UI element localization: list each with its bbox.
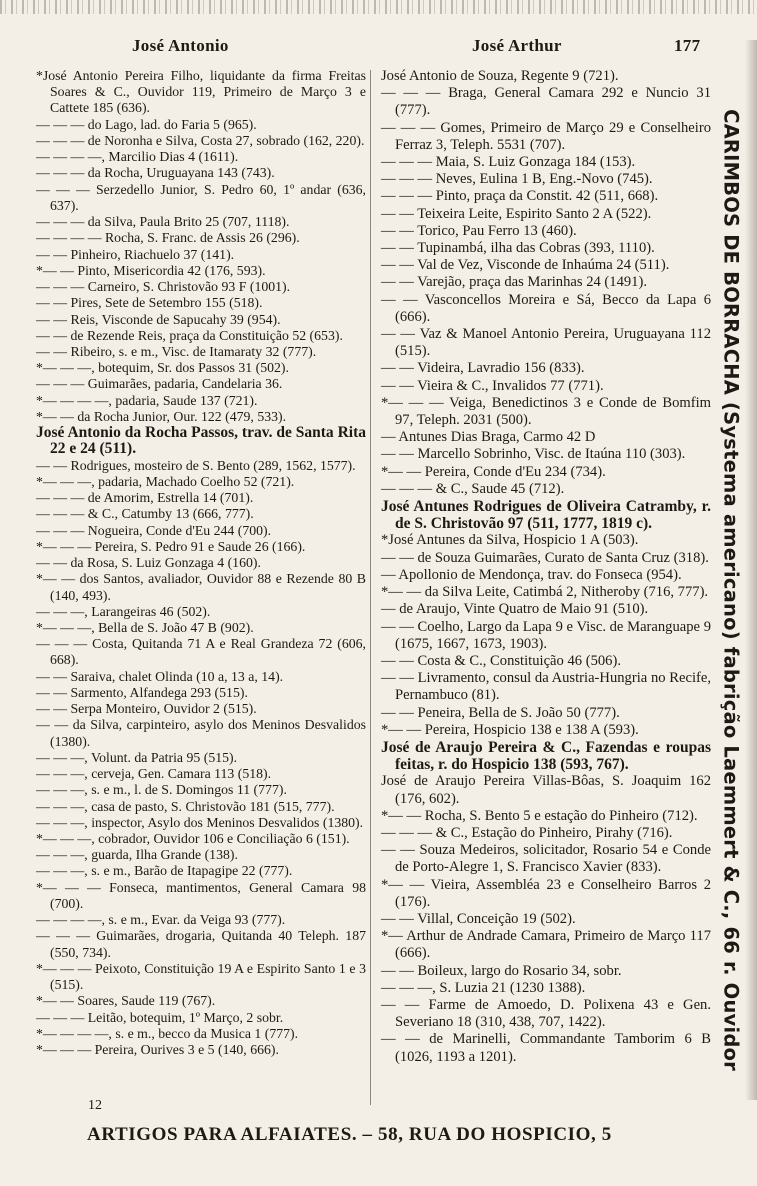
directory-entry: *— — Pereira, Hospicio 138 e 138 A (593). bbox=[381, 721, 639, 738]
directory-entry: *— — — Peixoto, Constituição 19 A e Espirito Santo 1 e 3 (515). bbox=[36, 960, 366, 993]
directory-entry: — — — —, s. e m., Evar. da Veiga 93 (777). bbox=[36, 912, 286, 928]
running-header-right: José Arthur bbox=[472, 36, 562, 55]
directory-entry: — — Livramento, consul da Austria-Hungria no Recife, Pernambuco (81). bbox=[381, 670, 711, 704]
directory-entry: — — Farme de Amoedo, D. Polixena 43 e Gen. Severiano 18 (310, 438, 707, 1422). bbox=[381, 996, 711, 1031]
directory-entry: *José Antonio Pereira Filho, liquidante da firma Freitas Soares & C., Ouvidor 119, Primeiro de Março 3 e Cattete 185 (636). bbox=[36, 68, 366, 116]
page-edge-shadow bbox=[745, 40, 757, 1100]
page-number: 177 bbox=[674, 36, 701, 55]
directory-entry: — — — Leitão, botequim, 1º Março, 2 sobr. bbox=[36, 1009, 284, 1025]
directory-entry: — — —, cerveja, Gen. Camara 113 (518). bbox=[36, 766, 272, 782]
directory-entry: *— Arthur de Andrade Camara, Primeiro de Março 117 (666). bbox=[381, 928, 711, 962]
side-advertisement-text: CARIMBOS DE BORRACHA (Systema americano) fabrição Laemmert & C., 66 r. Ouvidor bbox=[719, 109, 743, 1071]
directory-entry: — — Costa & C., Constituição 46 (506). bbox=[381, 652, 621, 669]
directory-entry: — — Pinheiro, Riachuelo 37 (141). bbox=[36, 246, 235, 262]
directory-entry: — — — & C., Saude 45 (712). bbox=[381, 480, 565, 497]
directory-entry: — Antunes Dias Braga, Carmo 42 D bbox=[381, 429, 596, 446]
directory-entry: José de Araujo Pereira & C., Fazendas e roupas feitas, r. do Hospicio 138 (593, 767). bbox=[381, 738, 711, 774]
directory-entry: — — — de Noronha e Silva, Costa 27, sobrado (162, 220). bbox=[36, 132, 365, 148]
left-column bbox=[36, 68, 366, 1058]
directory-entry: — — — — Rocha, S. Franc. de Assis 26 (296). bbox=[36, 230, 300, 246]
directory-entry: — — Vaz & Manoel Antonio Pereira, Uruguayana 112 (515). bbox=[381, 326, 711, 360]
directory-entry: *— — Rocha, S. Bento 5 e estação do Pinheiro (712). bbox=[381, 807, 698, 824]
directory-entry: — — Val de Vez, Visconde de Inhaúma 24 (511). bbox=[381, 257, 670, 274]
directory-entry: *— — — —, padaria, Saude 137 (721). bbox=[36, 392, 258, 408]
directory-entry: *José Antunes da Silva, Hospicio 1 A (503). bbox=[381, 532, 639, 549]
directory-entry: — — — Nogueira, Conde d'Eu 244 (700). bbox=[36, 522, 272, 538]
directory-entry: — — Sarmento, Alfandega 293 (515). bbox=[36, 684, 248, 700]
directory-entry: — — — Guimarães, padaria, Candelaria 36. bbox=[36, 376, 283, 392]
directory-entry: — — de Rezende Reis, praça da Constituição 52 (653). bbox=[36, 327, 343, 343]
directory-entry: *— — Pinto, Misericordia 42 (176, 593). bbox=[36, 262, 266, 278]
directory-entry: — — Videira, Lavradio 156 (833). bbox=[381, 360, 585, 377]
directory-entry: *— — Vieira, Assembléa 23 e Conselheiro Barros 2 (176). bbox=[381, 876, 711, 910]
directory-entry: — — —, guarda, Ilha Grande (138). bbox=[36, 847, 238, 863]
directory-entry: — — — Guimarães, drogaria, Quitanda 40 Teleph. 187 (550, 734). bbox=[36, 928, 366, 960]
directory-entry: — — — de Amorim, Estrella 14 (701). bbox=[36, 490, 254, 506]
directory-entry: — — —, s. e m., l. de S. Domingos 11 (777). bbox=[36, 782, 287, 798]
directory-entry: — — da Silva, carpinteiro, asylo dos Meninos Desvalidos (1380). bbox=[36, 717, 366, 749]
directory-entry: — — — Carneiro, S. Christovão 93 F (1001). bbox=[36, 279, 291, 295]
directory-entry: *— — Pereira, Conde d'Eu 234 (734). bbox=[381, 463, 606, 480]
directory-entry: — — — Pinto, praça da Constit. 42 (511, 668). bbox=[381, 188, 659, 205]
top-edge-noise bbox=[0, 0, 757, 14]
directory-entry: — — — Costa, Quitanda 71 A e Real Grandeza 72 (606, 668). bbox=[36, 636, 366, 668]
directory-entry: — — — & C., Catumby 13 (666, 777). bbox=[36, 506, 254, 522]
right-column bbox=[381, 68, 711, 1066]
directory-entry: — — de Souza Guimarães, Curato de Santa Cruz (318). bbox=[381, 549, 709, 566]
directory-entry: — — Torico, Pau Ferro 13 (460). bbox=[381, 222, 577, 239]
directory-entry: — — Boileux, largo do Rosario 34, sobr. bbox=[381, 962, 622, 979]
directory-entry: — — Reis, Visconde de Sapucahy 39 (954). bbox=[36, 311, 281, 327]
directory-entry: — — — & C., Estação do Pinheiro, Pirahy (716). bbox=[381, 824, 673, 841]
directory-entry: — — —, casa de pasto, S. Christovão 181 (515, 777). bbox=[36, 798, 335, 814]
directory-entry: — — — Neves, Eulina 1 B, Eng.-Novo (745). bbox=[381, 171, 653, 188]
directory-entry: José Antonio de Souza, Regente 9 (721). bbox=[381, 68, 619, 84]
directory-entry: — — de Marinelli, Commandante Tamborim 6 B (1026, 1193 a 1201). bbox=[381, 1031, 711, 1065]
directory-entry: *— — —, cobrador, Ouvidor 106 e Conciliação 6 (151). bbox=[36, 831, 350, 847]
directory-entry: — — da Rosa, S. Luiz Gonzaga 4 (160). bbox=[36, 555, 261, 571]
left-column-page-number: 12 bbox=[88, 1098, 102, 1113]
directory-entry: — — — Braga, General Camara 292 e Nuncio 31 (777). bbox=[381, 85, 711, 119]
column-divider bbox=[370, 70, 371, 1105]
directory-entry: *— — —, padaria, Machado Coelho 52 (721). bbox=[36, 473, 295, 489]
directory-entry: — — Vieira & C., Invalidos 77 (771). bbox=[381, 377, 604, 394]
directory-entry: — — Pires, Sete de Setembro 155 (518). bbox=[36, 295, 263, 311]
directory-entry: *— — — Fonseca, mantimentos, General Camara 98 (700). bbox=[36, 879, 366, 911]
directory-entry: — — —, s. e m., Barão de Itapagipe 22 (777). bbox=[36, 863, 293, 879]
directory-entry: José Antunes Rodrigues de Oliveira Catramby, r. de S. Christovão 97 (511, 1777, 1819 c). bbox=[381, 498, 711, 533]
running-header-left: José Antonio bbox=[132, 36, 229, 55]
directory-entry: José de Araujo Pereira Villas-Bôas, S. Joaquim 162 (176, 602). bbox=[381, 773, 711, 807]
directory-entry: *— — Soares, Saude 119 (767). bbox=[36, 993, 216, 1009]
directory-entry: — — Peneira, Bella de S. João 50 (777). bbox=[381, 704, 620, 721]
directory-entry: — — —, Larangeiras 46 (502). bbox=[36, 603, 211, 619]
directory-entry: — — Marcello Sobrinho, Visc. de Itaúna 110 (303). bbox=[381, 446, 686, 463]
directory-entry: — de Araujo, Vinte Quatro de Maio 91 (510). bbox=[381, 601, 649, 618]
directory-entry: *— — — Veiga, Benedictinos 3 e Conde de Bomfim 97, Teleph. 2031 (500). bbox=[381, 394, 711, 429]
directory-entry: — — Villal, Conceição 19 (502). bbox=[381, 910, 576, 927]
directory-entry: — — — Serzedello Junior, S. Pedro 60, 1º andar (636, 637). bbox=[36, 181, 366, 213]
directory-entry: José Antonio da Rocha Passos, trav. de Santa Rita 22 e 24 (511). bbox=[36, 424, 366, 458]
directory-entry: — — Souza Medeiros, solicitador, Rosario 54 e Conde de Porto-Alegre 1, S. Francisco Xavier (833). bbox=[381, 842, 711, 876]
directory-entry: *— — — Pereira, Ourives 3 e 5 (140, 666). bbox=[36, 1042, 279, 1058]
directory-entry: — — Rodrigues, mosteiro de S. Bento (289, 1562, 1577). bbox=[36, 457, 356, 473]
directory-entry: *— — — —, s. e m., becco da Musica 1 (777). bbox=[36, 1025, 299, 1041]
directory-entry: — — — —, Marcilio Dias 4 (1611). bbox=[36, 149, 239, 165]
directory-entry: — — —, Volunt. da Patria 95 (515). bbox=[36, 749, 238, 765]
directory-entry: — Apollonio de Mendonça, trav. do Fonseca (954). bbox=[381, 566, 682, 583]
directory-entry: — — — Gomes, Primeiro de Março 29 e Conselheiro Ferraz 3, Teleph. 5531 (707). bbox=[381, 119, 711, 153]
directory-entry: — — —, S. Luzia 21 (1230 1388). bbox=[381, 979, 586, 996]
directory-entry: — — Teixeira Leite, Espirito Santo 2 A (522). bbox=[381, 205, 652, 222]
directory-entry: — — — da Silva, Paula Brito 25 (707, 1118). bbox=[36, 214, 290, 230]
directory-entry: *— — —, Bella de S. João 47 B (902). bbox=[36, 619, 254, 635]
footer-advertisement: ARTIGOS PARA ALFAIATES. – 58, RUA DO HOSPICIO, 5 bbox=[87, 1124, 612, 1145]
directory-entry: — — Ribeiro, s. e m., Visc. de Itamaraty 32 (777). bbox=[36, 343, 317, 359]
directory-entry: *— — da Rocha Junior, Our. 122 (479, 533). bbox=[36, 408, 287, 424]
directory-entry: *— — — Pereira, S. Pedro 91 e Saude 26 (166). bbox=[36, 538, 306, 554]
directory-entry: — — Serpa Monteiro, Ouvidor 2 (515). bbox=[36, 701, 257, 717]
directory-entry: — — — da Rocha, Uruguayana 143 (743). bbox=[36, 165, 275, 181]
directory-entry: — — —, inspector, Asylo dos Meninos Desvalidos (1380). bbox=[36, 814, 364, 830]
directory-entry: — — Varejão, praça das Marinhas 24 (1491). bbox=[381, 274, 647, 291]
directory-entry: — — Tupinambá, ilha das Cobras (393, 1110). bbox=[381, 240, 655, 257]
directory-entry: — — — Maia, S. Luiz Gonzaga 184 (153). bbox=[381, 154, 636, 171]
directory-entry: *— — —, botequim, Sr. dos Passos 31 (502). bbox=[36, 360, 289, 376]
directory-entry: — — Vasconcellos Moreira e Sá, Becco da Lapa 6 (666). bbox=[381, 291, 711, 325]
directory-entry: — — — do Lago, lad. do Faria 5 (965). bbox=[36, 116, 257, 132]
directory-entry: *— — da Silva Leite, Catimbá 2, Nitheroby (716, 777). bbox=[381, 584, 709, 601]
directory-entry: — — Coelho, Largo da Lapa 9 e Visc. de Maranguape 9 (1675, 1667, 1673, 1903). bbox=[381, 618, 711, 652]
directory-entry: *— — dos Santos, avaliador, Ouvidor 88 e Rezende 80 B (140, 493). bbox=[36, 571, 366, 603]
directory-entry: — — Saraiva, chalet Olinda (10 a, 13 a, 14). bbox=[36, 668, 284, 684]
